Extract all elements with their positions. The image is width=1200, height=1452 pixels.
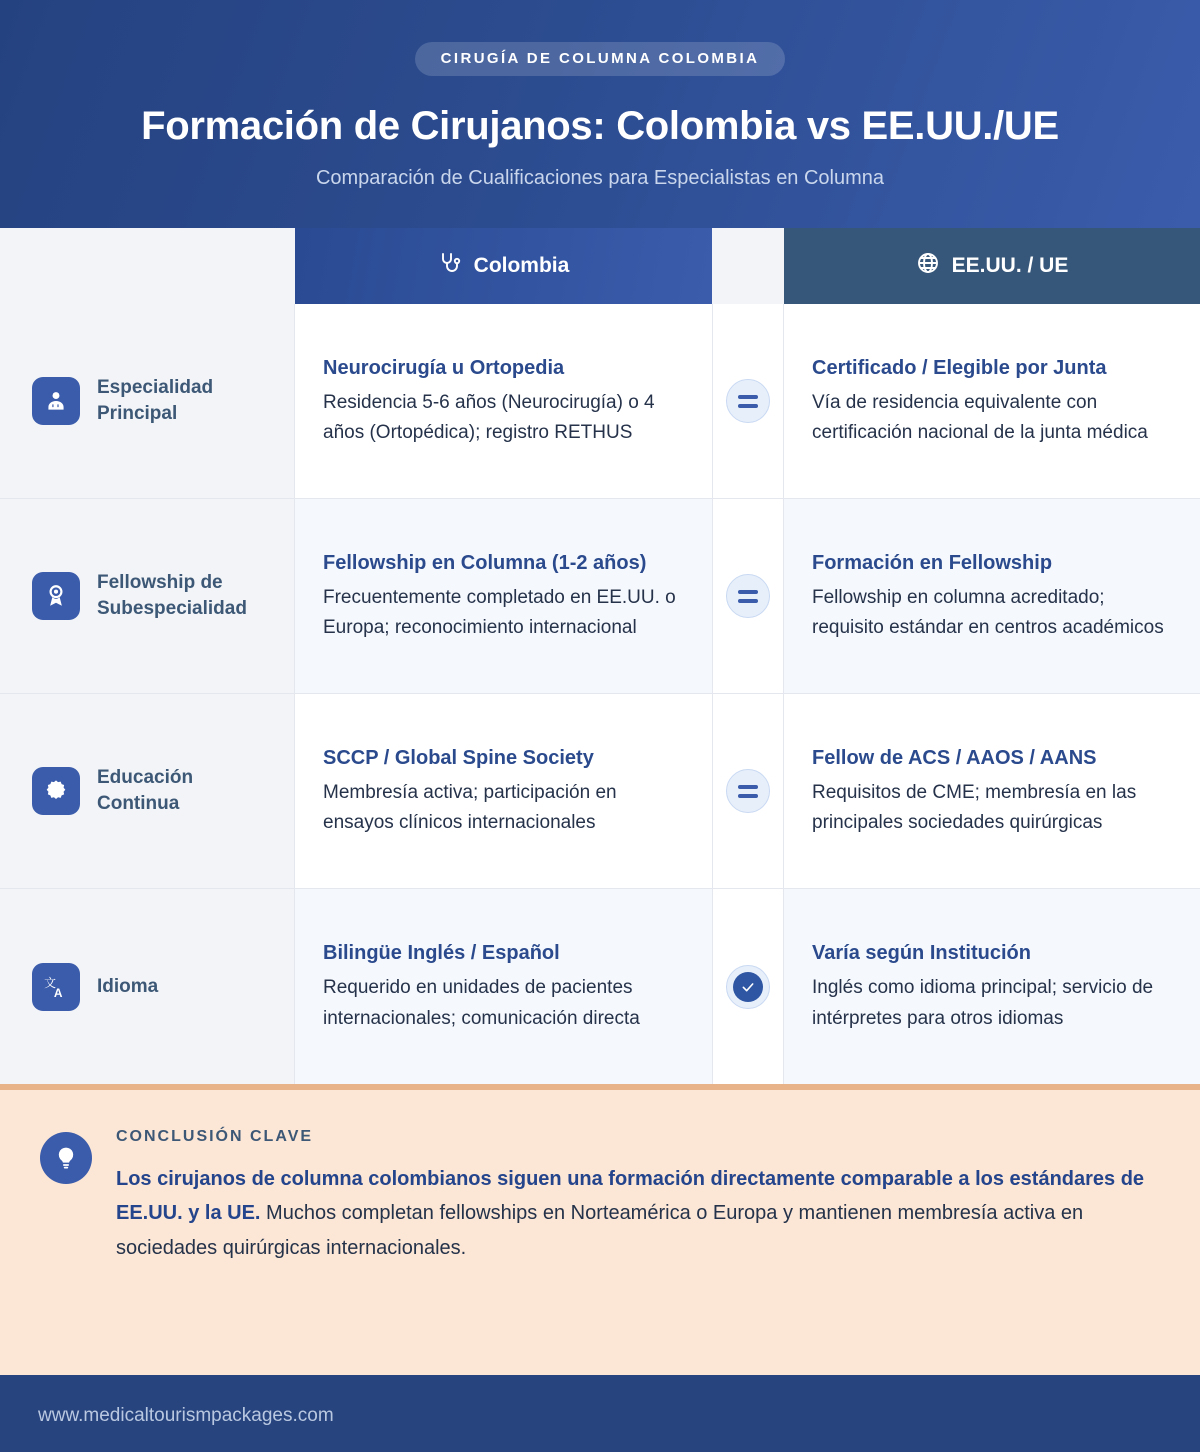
row-connector-cell xyxy=(712,694,784,888)
row-colombia-title: Fellowship en Columna (1-2 años) xyxy=(323,551,647,574)
row-useu-title: Certificado / Elegible por Junta xyxy=(812,356,1107,379)
header-kicker-badge: CIRUGÍA DE COLUMNA COLOMBIA xyxy=(415,42,786,76)
lightbulb-icon xyxy=(40,1132,92,1184)
row-feature-label: Fellowship de Subespecialidad xyxy=(97,572,247,619)
certificate-seal-icon xyxy=(32,767,80,815)
column-header-connector xyxy=(712,228,784,304)
row-useu-title: Formación en Fellowship xyxy=(812,551,1053,574)
page-subtitle: Comparación de Cualificaciones para Especialistas en Columna xyxy=(315,167,885,189)
conclusion-body xyxy=(116,1162,1156,1265)
row-feature-label: Educación Continua xyxy=(97,767,194,814)
row-feature-cell xyxy=(0,304,295,498)
row-connector-cell xyxy=(712,889,784,1084)
row-colombia-desc: Residencia 5-6 años (Neurocirugía) o 4 años (Ortopédica); registro RETHUS xyxy=(323,391,655,443)
row-colombia-title: Neurocirugía u Ortopedia xyxy=(323,356,565,379)
comparison-table xyxy=(0,228,1200,1084)
row-useu-cell xyxy=(784,694,1200,888)
row-useu-desc: Fellowship en columna acreditado; requisito estándar en centros académicos xyxy=(812,586,1164,638)
check-circle-icon xyxy=(726,965,770,1009)
equals-icon xyxy=(726,379,770,423)
row-feature-label: Idioma xyxy=(97,975,159,997)
page-header xyxy=(0,0,1200,228)
conclusion-rest: Muchos completan fellowships en Norteamérica o Europa y mantienen membresía activa en sociedades quirúrgicas internacionales. xyxy=(116,1202,1084,1259)
equals-icon xyxy=(726,574,770,618)
equals-icon xyxy=(726,769,770,813)
conclusion-kicker: CONCLUSIÓN CLAVE xyxy=(116,1128,314,1145)
page-title: Formación de Cirujanos: Colombia vs EE.UU./UE xyxy=(141,104,1059,148)
column-header-useu xyxy=(784,228,1200,304)
row-colombia-desc: Membresía activa; participación en ensayos clínicos internacionales xyxy=(323,781,617,833)
row-connector-cell xyxy=(712,499,784,693)
conclusion-bold: Los cirujanos de columna colombianos siguen una formación directamente comparable a los estándares de EE.UU. y la UE. xyxy=(116,1168,1145,1225)
row-colombia-cell xyxy=(295,694,712,888)
column-header-useu-label: EE.UU. / UE xyxy=(951,254,1069,277)
globe-icon xyxy=(916,251,940,281)
table-row xyxy=(0,889,1200,1084)
row-useu-desc: Vía de residencia equivalente con certificación nacional de la junta médica xyxy=(812,391,1148,443)
row-colombia-cell xyxy=(295,499,712,693)
row-colombia-cell xyxy=(295,889,712,1084)
award-ribbon-icon xyxy=(32,572,80,620)
table-row xyxy=(0,499,1200,694)
stethoscope-icon xyxy=(438,251,462,281)
row-connector-cell xyxy=(712,304,784,498)
page-footer xyxy=(0,1375,1200,1452)
row-useu-title: Varía según Institución xyxy=(812,942,1031,965)
row-useu-cell xyxy=(784,499,1200,693)
row-colombia-desc: Frecuentemente completado en EE.UU. o Europa; reconocimiento internacional xyxy=(323,586,676,638)
translate-icon xyxy=(32,963,80,1011)
row-useu-desc: Requisitos de CME; membresía en las principales sociedades quirúrgicas xyxy=(812,781,1137,833)
row-useu-cell xyxy=(784,304,1200,498)
row-feature-cell xyxy=(0,694,295,888)
svg-text:文: 文 xyxy=(44,975,56,990)
row-colombia-cell xyxy=(295,304,712,498)
row-feature-cell xyxy=(0,889,295,1084)
table-row xyxy=(0,304,1200,499)
footer-url[interactable]: www.medicaltourismpackages.com xyxy=(38,1405,334,1426)
row-colombia-title: SCCP / Global Spine Society xyxy=(323,746,594,769)
table-row xyxy=(0,694,1200,889)
conclusion-text-wrap xyxy=(116,1128,1156,1335)
svg-text:A: A xyxy=(53,985,63,1000)
column-header-colombia-label: Colombia xyxy=(473,254,570,277)
row-colombia-title: Bilingüe Inglés / Español xyxy=(323,942,560,965)
user-doctor-icon xyxy=(32,377,80,425)
row-useu-cell xyxy=(784,889,1200,1084)
row-useu-title: Fellow de ACS / AAOS / AANS xyxy=(812,746,1097,769)
row-feature-cell xyxy=(0,499,295,693)
table-header-row xyxy=(0,228,1200,304)
row-feature-label: Especialidad Principal xyxy=(97,377,214,424)
column-header-feature xyxy=(0,228,295,304)
column-header-colombia xyxy=(295,228,712,304)
conclusion-panel xyxy=(0,1084,1200,1375)
row-useu-desc: Inglés como idioma principal; servicio de intérpretes para otros idiomas xyxy=(812,977,1154,1029)
row-colombia-desc: Requerido en unidades de pacientes internacionales; comunicación directa xyxy=(323,977,640,1029)
